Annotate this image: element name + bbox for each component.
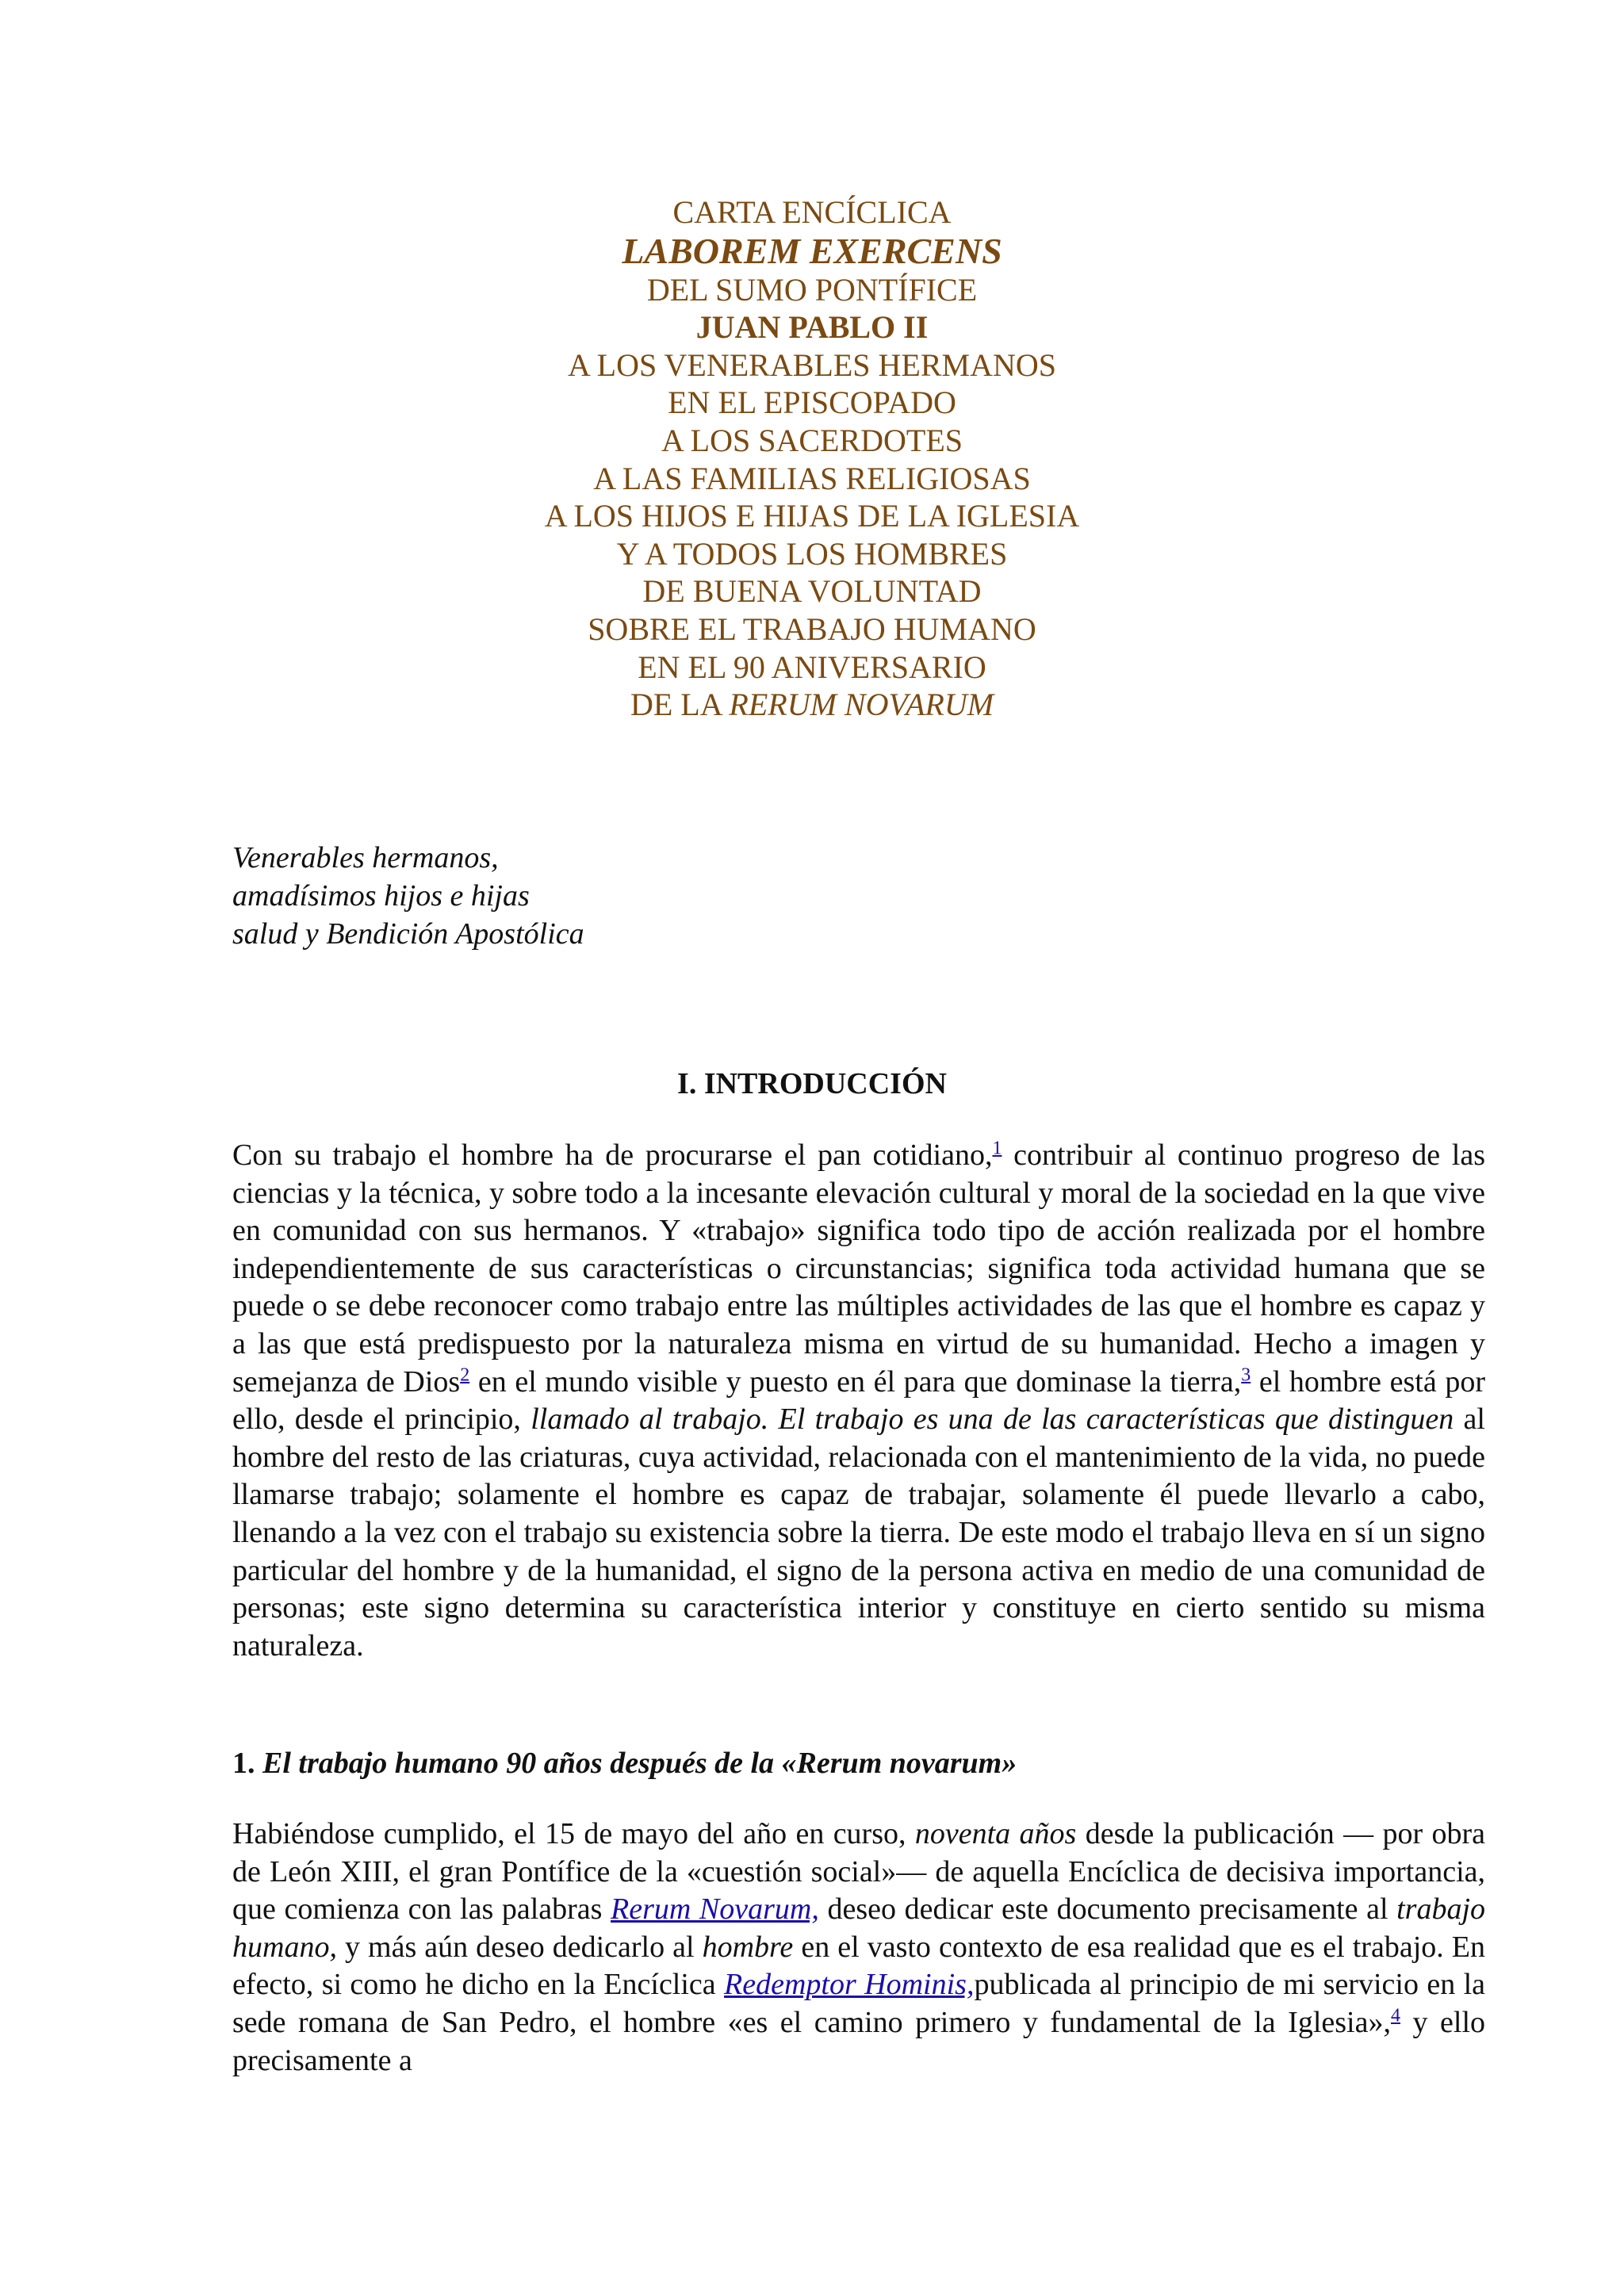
section-heading: I. INTRODUCCIÓN (677, 1067, 947, 1100)
redemptor-hominis-link[interactable]: Redemptor Hominis, (724, 1968, 975, 2002)
subsection-heading (232, 1746, 1017, 1781)
greeting (232, 839, 584, 953)
text-run: en el mundo visible y puesto en él para que dominase la tierra, (469, 1364, 1242, 1399)
footnote-link-3[interactable]: 3 (1241, 1364, 1251, 1385)
author-name: JUAN PABLO II (695, 309, 929, 346)
text-run: deseo dedicar este documento precisamente al (818, 1892, 1397, 1927)
header-line: A LOS HIJOS E HIJAS DE LA IGLESIA (544, 498, 1080, 534)
header-line: EN EL 90 ANIVERSARIO (638, 649, 986, 685)
text-run: y más aún deseo dedicarlo al (336, 1930, 703, 1964)
header-line: DEL SUMO PONTÍFICE (646, 271, 978, 308)
header-line: A LAS FAMILIAS RELIGIOSAS (593, 460, 1031, 496)
text-run-italic: hombre (702, 1930, 794, 1964)
text-run-italic: llamado al trabajo. El trabajo es una de las características que distinguen (530, 1402, 1454, 1437)
header-line (0, 686, 1624, 724)
subsection-title: El trabajo humano 90 años después de la «Rerum novarum» (262, 1747, 1017, 1780)
header-line-prefix: DE LA (630, 687, 730, 723)
greeting-line: Venerables hermanos, (232, 841, 499, 874)
text-run: el hombre está por ello, desde el principio, (232, 1364, 1486, 1437)
text-run-italic: noventa años (914, 1817, 1077, 1850)
text-run: en el vasto contexto de esa realidad que es el trabajo. En efecto, si como he dicho en la Encíclica (232, 1930, 1486, 2002)
header-line: SOBRE EL TRABAJO HUMANO (588, 610, 1036, 647)
text-run: y ello precisamente a (232, 2005, 1486, 2077)
footnote-link-4[interactable]: 4 (1390, 2005, 1400, 2026)
header-line: DE BUENA VOLUNTAD (642, 573, 982, 610)
footnote-link-1[interactable]: 1 (992, 1138, 1002, 1159)
text-run: al hombre del resto de las criaturas, cuya actividad, relacionada con el mantenimiento de la vida, no puede llamarse trabajo; solamente el hombre es capaz de trabajar, solamente él puede llevarlo a cabo, llenando a la vez con el trabajo su existencia sobre la tierra. De este modo el trabajo lleva en sí un signo particular del hombre y de la humanidad, el signo de la persona activa en medio de una comunidad de personas; este signo determina su característica interior y constituye en cierto sentido su misma naturaleza. (232, 1402, 1485, 1663)
text-run: publicada al principio de mi servicio en la sede romana de San Pedro, el hombre «es el camino primero y fundamental de la Iglesia», (232, 1968, 1485, 2039)
greeting-line: salud y Bendición Apostólica (232, 917, 584, 951)
header-line: Y A TODOS LOS HOMBRES (616, 535, 1008, 572)
subsection-number: 1. (232, 1747, 255, 1780)
text-run: desde la publicación — por obra de León XIII, el gran Pontífice de la «cuestión social»— de aquella Encíclica de decisiva importancia, que comienza con las palabras (232, 1817, 1486, 1927)
greeting-line: amadísimos hijos e hijas (232, 879, 530, 913)
subsection-paragraph (232, 1816, 1485, 2080)
encyclical-header (0, 193, 1624, 724)
text-run: contribuir al continuo progreso de las ciencias y la técnica, y sobre todo a la incesante elevación cultural y moral de la sociedad en la que vive en comunidad con sus hermanos. Y «trabajo» significa todo tipo de acción realizada por el hombre independientemente de sus características o circunstancias; significa toda actividad humana que se puede o se debe reconocer como trabajo entre las múltiples actividades de las que el hombre es capaz y a las que está predispuesto por la naturaleza misma en virtud de su humanidad. Hecho a imagen y semejanza de Dios (232, 1138, 1485, 1399)
header-line-italic: RERUM NOVARUM (729, 687, 994, 723)
text-run: Con su trabajo el hombre ha de procurarse el pan cotidiano, (232, 1138, 993, 1172)
text-run-italic: trabajo humano, (232, 1892, 1485, 1964)
encyclical-title: LABOREM EXERCENS (622, 230, 1002, 271)
header-line: A LOS SACERDOTES (661, 422, 963, 458)
text-run: Habiéndose cumplido, el 15 de mayo del año en curso, (232, 1817, 915, 1850)
intro-paragraph (232, 1137, 1485, 1665)
footnote-link-2[interactable]: 2 (460, 1364, 470, 1385)
header-line: CARTA ENCÍCLICA (672, 194, 952, 230)
header-line: EN EL EPISCOPADO (668, 385, 956, 421)
header-line: A LOS VENERABLES HERMANOS (568, 346, 1056, 383)
rerum-novarum-link[interactable]: Rerum Novarum, (611, 1892, 819, 1927)
